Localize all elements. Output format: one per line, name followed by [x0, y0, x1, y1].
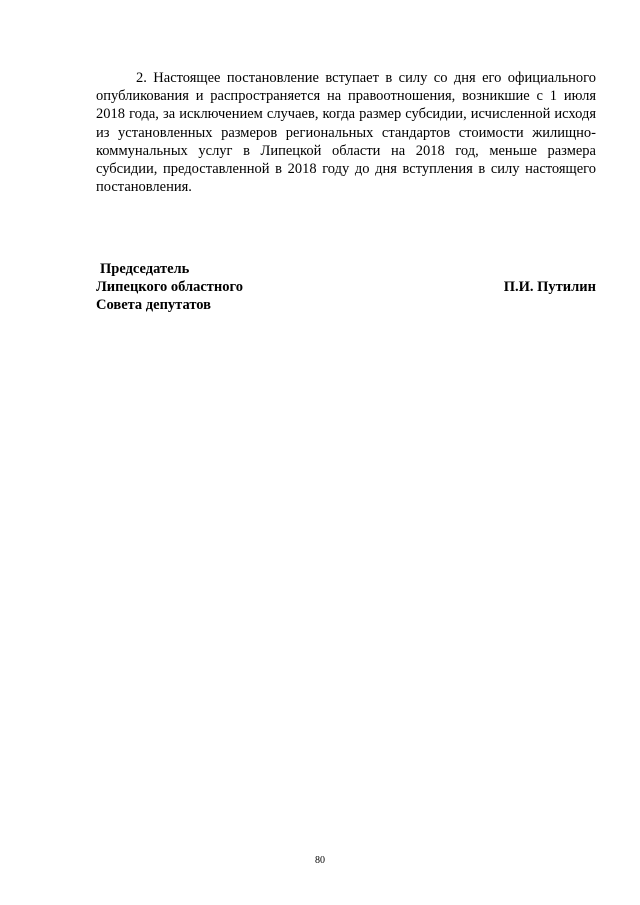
signature-title-chairman: Председатель	[100, 261, 190, 277]
body-paragraph: 2. Настоящее постановление вступает в силу со дня его официального опубликования и распространяется на правоотношения, возникшие с 1 июля 2018 года, за исключением случаев, когда размер субсидии, исчисленной исходя из установленных размеров региональных стандартов стоимости жилищно-коммунальных услуг в Липецкой области на 2018 год, меньше размера субсидии, предоставленной в 2018 году до дня вступления в силу настоящего постановления.	[96, 70, 596, 196]
signature-title-line-3	[96, 296, 596, 314]
signatory-name: П.И. Путилин	[503, 279, 596, 296]
signature-title-line-1	[96, 260, 596, 278]
signature-block	[96, 260, 596, 315]
page-number: 80	[315, 855, 325, 866]
signature-title-deputies: Совета депутатов	[96, 297, 212, 314]
signature-title-council: Липецкого областного	[96, 279, 243, 296]
signature-title-line-2	[96, 278, 596, 296]
